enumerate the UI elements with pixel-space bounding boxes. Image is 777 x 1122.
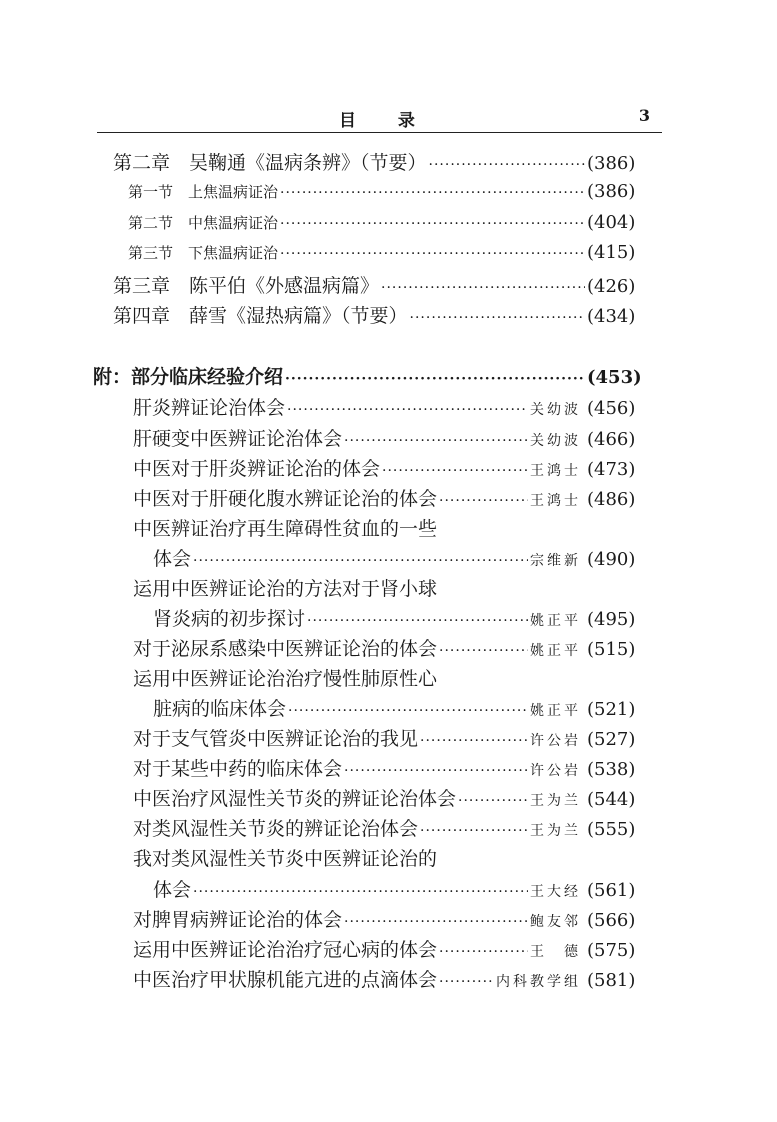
toc-entry-page: (544) [587,789,636,810]
toc-entry[interactable] [113,301,657,328]
toc-entry-author: 宗维新 [530,553,581,569]
toc-entry-label-line1[interactable]: 中医辨证治疗再生障碍性贫血的一些 [133,518,438,540]
leader-dots [420,733,528,749]
toc-entry-author: 许公岩 [530,763,581,779]
toc-entry-page: (386) [587,153,636,174]
toc-entry[interactable] [153,544,657,571]
toc-entry-page: (490) [587,549,636,570]
toc-entry-label-line1[interactable]: 我对类风湿性关节炎中医辨证论治的 [133,848,438,870]
toc-entry-label: 第二节 中焦温病证治 [128,214,279,232]
toc-entry-author: 关幼波 [530,402,581,418]
toc-entry-page: (473) [587,459,636,480]
toc-entry-page: (466) [587,429,636,450]
toc-entry[interactable] [133,424,657,451]
toc-entry[interactable] [153,604,657,631]
toc-entry-author: 姚正平 [530,613,581,629]
leader-dots [287,402,528,418]
toc-entry-page: (386) [587,181,636,202]
header-title: 目 录 [339,111,433,131]
leader-dots [410,310,585,326]
toc-entry-label: 第三节 下焦温病证治 [128,244,279,262]
leader-dots [382,463,528,479]
leader-dots [193,553,528,569]
toc-entry-author: 王鸿士 [530,463,581,479]
toc-entry-page: (434) [587,306,636,327]
leader-dots [458,793,528,809]
toc-entry[interactable] [128,212,657,233]
leader-dots [381,280,585,296]
leader-dots [307,613,528,629]
toc-entry[interactable] [133,454,657,481]
toc-entry-page: (575) [587,940,636,961]
toc-entry-page: (495) [587,609,636,630]
toc-entry-label: 中医治疗风湿性关节炎的辨证论治体会 [133,788,457,810]
toc-entry-label: 对于泌尿系感染中医辨证论治的体会 [133,638,438,660]
toc-entry[interactable] [113,148,657,175]
toc-entry-author: 姚正平 [530,643,581,659]
toc-entry-label: 中医治疗甲状腺机能亢进的点滴体会 [133,969,438,991]
toc-entry-page: (456) [587,398,636,419]
leader-dots [288,703,528,719]
toc-entry-page: (538) [587,759,636,780]
leader-dots [285,371,585,387]
leader-dots [344,763,528,779]
header-page-number: 3 [638,106,650,125]
toc-entry-author: 内科教学组 [496,974,581,990]
toc-entry-label: 中医对于肝炎辨证论治的体会 [133,458,381,480]
leader-dots [344,433,528,449]
toc-entry-page: (521) [587,699,636,720]
toc-entry-author: 鲍友邻 [530,914,581,930]
header-rule [97,132,662,133]
toc-entry-label-line1[interactable]: 运用中医辨证论治的方法对于肾小球 [133,578,438,600]
toc-entry-label: 肝硬变中医辨证论治体会 [133,428,343,450]
toc-entry-page: (527) [587,729,636,750]
toc-entry-author: 姚正平 [530,703,581,719]
toc-entry-label: 对脾胃病辨证论治的体会 [133,909,343,931]
toc-entry-author: 王 德 [530,944,581,960]
toc-entry-label: 第四章 薛雪《湿热病篇》（节要） [113,305,408,327]
toc-entry-label: 对于支气管炎中医辨证论治的我见 [133,728,419,750]
leader-dots [420,823,528,839]
toc-entry-page: (415) [587,242,636,263]
toc-entry-page: (404) [587,212,636,233]
toc-entry-label: 运用中医辨证论治治疗冠心病的体会 [133,939,438,961]
toc-entry-page: (555) [587,819,636,840]
toc-entry-author: 王大经 [530,884,581,900]
toc-entry-page: (581) [587,970,636,991]
toc-entry[interactable] [133,484,657,511]
toc-entry-page: (566) [587,910,636,931]
toc-entry-author: 关幼波 [530,433,581,449]
toc-entry-page: (426) [587,276,636,297]
toc-entry[interactable] [153,875,657,902]
toc-entry-label: 体会 [153,548,192,570]
toc-entry-label: 脏病的临床体会 [153,698,287,720]
toc-entry-label: 对于某些中药的临床体会 [133,758,343,780]
toc-entry-page: (453) [587,367,642,388]
leader-dots [344,914,528,930]
toc-entry[interactable] [133,393,657,420]
running-header [97,106,662,132]
toc-entry[interactable] [93,362,657,389]
toc-entry[interactable] [128,242,657,263]
toc-entry-label: 肝炎辨证论治体会 [133,397,286,419]
toc-entry[interactable] [113,271,657,298]
toc-entry-label: 第二章 吴鞠通《温病条辨》（节要） [113,152,427,174]
leader-dots [280,216,585,232]
leader-dots [280,246,585,262]
toc-entry[interactable] [133,935,657,962]
toc-entry-page: (561) [587,880,636,901]
toc-entry-label: 第一节 上焦温病证治 [128,183,279,201]
toc-entry-label-line1[interactable]: 运用中医辨证论治治疗慢性肺原性心 [133,668,438,690]
toc-entry-label: 第三章 陈平伯《外感温病篇》 [113,275,380,297]
toc-entry-author: 许公岩 [530,733,581,749]
toc-entry-author: 王鸿士 [530,493,581,509]
toc-entry-label: 对类风湿性关节炎的辨证论治体会 [133,818,419,840]
toc-entry-author: 王为兰 [530,793,581,809]
toc-entry[interactable] [133,724,657,751]
toc-entry-page: (515) [587,639,636,660]
toc-entry[interactable] [128,181,657,202]
toc-entry-page: (486) [587,489,636,510]
toc-entry[interactable] [133,754,657,781]
leader-dots [193,884,528,900]
toc-entry[interactable] [133,814,657,841]
leader-dots [439,974,494,990]
toc-entry[interactable] [153,694,657,721]
toc-entry-author: 王为兰 [530,823,581,839]
toc-entry[interactable] [133,634,657,661]
toc-entry-label: 肾炎病的初步探讨 [153,608,306,630]
leader-dots [280,185,585,201]
toc-entry-label: 附：部分临床经验介绍 [93,366,284,388]
toc-entry[interactable] [133,905,657,932]
leader-dots [439,643,528,659]
toc-entry-label: 中医对于肝硬化腹水辨证论治的体会 [133,488,438,510]
toc-entry[interactable] [133,965,657,992]
toc-entry-label: 体会 [153,879,192,901]
toc-entry[interactable] [133,784,657,811]
leader-dots [429,157,585,173]
leader-dots [439,493,528,509]
leader-dots [439,944,528,960]
